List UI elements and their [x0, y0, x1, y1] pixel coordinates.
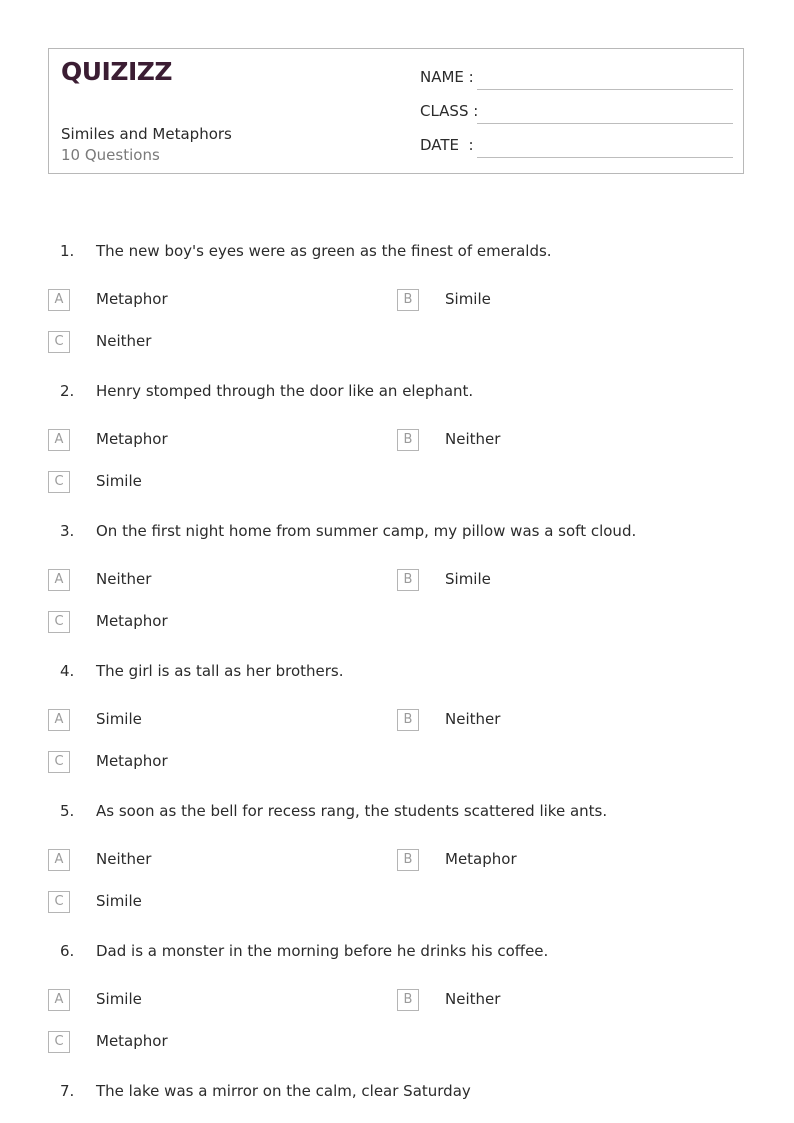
option-letter-box[interactable]: B	[397, 289, 419, 311]
option-text: Neither	[445, 430, 501, 448]
option-text: Metaphor	[96, 612, 168, 630]
question-text: As soon as the bell for recess rang, the students scattered like ants.	[96, 802, 608, 820]
option-letter-box[interactable]: C	[48, 331, 70, 353]
quizizz-logo: QUIZIZZ	[61, 57, 173, 86]
name-label: NAME :	[420, 68, 474, 86]
option-letter-box[interactable]: C	[48, 1031, 70, 1053]
name-line[interactable]	[477, 89, 733, 90]
option-letter-box[interactable]: C	[48, 751, 70, 773]
option-letter-box[interactable]: A	[48, 709, 70, 731]
question-number: 3.	[60, 522, 75, 540]
date-label: DATE :	[420, 136, 474, 154]
option-text: Metaphor	[96, 290, 168, 308]
date-field[interactable]	[420, 132, 733, 158]
option-text: Simile	[96, 710, 142, 728]
date-line[interactable]	[477, 157, 733, 158]
option-letter-box[interactable]: A	[48, 289, 70, 311]
question-text: The new boy's eyes were as green as the finest of emeralds.	[96, 242, 552, 260]
option-text: Neither	[96, 850, 152, 868]
option-text: Neither	[96, 332, 152, 350]
option-letter-box[interactable]: B	[397, 709, 419, 731]
question-number: 7.	[60, 1082, 75, 1100]
option-letter-box[interactable]: C	[48, 471, 70, 493]
option-text: Neither	[96, 570, 152, 588]
question-text: On the first night home from summer camp, my pillow was a soft cloud.	[96, 522, 637, 540]
question-text: Dad is a monster in the morning before he drinks his coffee.	[96, 942, 549, 960]
option-letter-box[interactable]: A	[48, 989, 70, 1011]
option-letter-box[interactable]: B	[397, 989, 419, 1011]
class-field[interactable]	[420, 98, 733, 124]
option-letter-box[interactable]: B	[397, 429, 419, 451]
option-text: Simile	[445, 570, 491, 588]
worksheet-header	[48, 48, 744, 174]
option-text: Simile	[445, 290, 491, 308]
option-letter-box[interactable]: B	[397, 569, 419, 591]
option-text: Neither	[445, 990, 501, 1008]
option-letter-box[interactable]: B	[397, 849, 419, 871]
option-text: Metaphor	[96, 752, 168, 770]
option-letter-box[interactable]: C	[48, 611, 70, 633]
question-count: 10 Questions	[61, 146, 160, 164]
option-letter-box[interactable]: A	[48, 429, 70, 451]
question-number: 2.	[60, 382, 75, 400]
question-number: 1.	[60, 242, 75, 260]
class-label: CLASS :	[420, 102, 479, 120]
worksheet-title: Similes and Metaphors	[61, 125, 232, 143]
option-text: Simile	[96, 892, 142, 910]
name-field[interactable]	[420, 64, 733, 90]
question-number: 4.	[60, 662, 75, 680]
class-line[interactable]	[477, 123, 733, 124]
option-letter-box[interactable]: A	[48, 849, 70, 871]
question-text: Henry stomped through the door like an elephant.	[96, 382, 474, 400]
option-text: Simile	[96, 472, 142, 490]
option-letter-box[interactable]: A	[48, 569, 70, 591]
option-text: Simile	[96, 990, 142, 1008]
question-text: The girl is as tall as her brothers.	[96, 662, 344, 680]
option-text: Metaphor	[445, 850, 517, 868]
option-text: Neither	[445, 710, 501, 728]
question-text: The lake was a mirror on the calm, clear Saturday	[96, 1082, 471, 1100]
option-letter-box[interactable]: C	[48, 891, 70, 913]
question-number: 5.	[60, 802, 75, 820]
question-number: 6.	[60, 942, 75, 960]
option-text: Metaphor	[96, 430, 168, 448]
option-text: Metaphor	[96, 1032, 168, 1050]
